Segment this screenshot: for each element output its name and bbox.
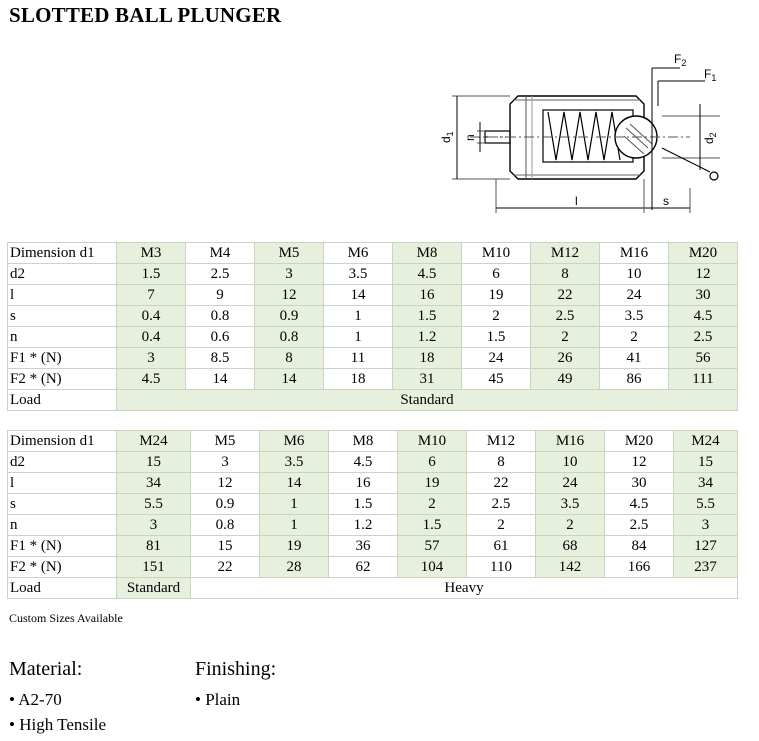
row-label: s xyxy=(8,306,117,327)
ball-plunger-diagram xyxy=(430,48,730,218)
table-cell: 2 xyxy=(467,515,536,536)
table-cell: 10 xyxy=(600,264,669,285)
table-cell: 142 xyxy=(536,557,605,578)
table-cell: 3 xyxy=(117,515,191,536)
table-cell: 24 xyxy=(462,348,531,369)
table-cell: 30 xyxy=(669,285,738,306)
table-cell: 5.5 xyxy=(117,494,191,515)
table-cell: 24 xyxy=(536,473,605,494)
row-label: F2 * (N) xyxy=(8,557,117,578)
table-row xyxy=(8,369,738,390)
table-cell: M12 xyxy=(531,243,600,264)
row-label: Dimension d1 xyxy=(8,243,117,264)
table-cell: 19 xyxy=(398,473,467,494)
table-cell: 41 xyxy=(600,348,669,369)
load-row xyxy=(8,578,738,599)
table-cell: 2 xyxy=(398,494,467,515)
table-cell: M5 xyxy=(191,431,260,452)
table-cell: 10 xyxy=(536,452,605,473)
table-cell: M10 xyxy=(398,431,467,452)
table-cell: 166 xyxy=(605,557,674,578)
table-cell: 0.8 xyxy=(191,515,260,536)
row-label: d2 xyxy=(8,452,117,473)
svg-text:d2: $d_2$ xyxy=(702,132,718,144)
table-cell: 34 xyxy=(117,473,191,494)
table-cell: 7 xyxy=(117,285,186,306)
table-cell: 127 xyxy=(674,536,738,557)
table-row xyxy=(8,264,738,285)
table-cell: M16 xyxy=(600,243,669,264)
material-item: • A2-70 xyxy=(9,690,62,709)
row-label: F2 * (N) xyxy=(8,369,117,390)
table-row xyxy=(8,306,738,327)
table-cell: M3 xyxy=(117,243,186,264)
table-cell: 3 xyxy=(674,515,738,536)
table-row xyxy=(8,348,738,369)
table-cell: 24 xyxy=(600,285,669,306)
table-cell: 151 xyxy=(117,557,191,578)
table-cell: 2.5 xyxy=(467,494,536,515)
table-cell: M6 xyxy=(260,431,329,452)
table-cell: 1 xyxy=(260,494,329,515)
table-cell: 16 xyxy=(393,285,462,306)
row-label: Load xyxy=(8,578,117,599)
table-cell: M8 xyxy=(329,431,398,452)
custom-sizes-note: Custom Sizes Available xyxy=(9,611,123,625)
table-cell: 1.5 xyxy=(393,306,462,327)
table-cell: M20 xyxy=(669,243,738,264)
f2-label: F xyxy=(674,52,682,66)
table-cell: 8 xyxy=(255,348,324,369)
load-row xyxy=(8,390,738,411)
table-cell: 1 xyxy=(324,327,393,348)
page-title: SLOTTED BALL PLUNGER xyxy=(9,3,282,27)
table-row xyxy=(8,494,738,515)
table-cell: 36 xyxy=(329,536,398,557)
table-cell: M12 xyxy=(467,431,536,452)
row-label: l xyxy=(8,473,117,494)
svg-text:d1: $d_1$ xyxy=(439,131,455,143)
finishing-section xyxy=(195,658,276,712)
table-cell: M24 xyxy=(674,431,738,452)
table-cell: 18 xyxy=(324,369,393,390)
material-item: • High Tensile xyxy=(9,715,106,734)
table-row xyxy=(8,452,738,473)
table-cell: 0.9 xyxy=(191,494,260,515)
table-cell: 84 xyxy=(605,536,674,557)
table-cell: 1.5 xyxy=(462,327,531,348)
table-cell: 61 xyxy=(467,536,536,557)
table-cell: 2.5 xyxy=(186,264,255,285)
table-cell: 14 xyxy=(260,473,329,494)
table-cell: 12 xyxy=(669,264,738,285)
table-cell: 57 xyxy=(398,536,467,557)
load-heavy-cell: Heavy xyxy=(191,578,738,599)
table-row xyxy=(8,515,738,536)
table-cell: 5.5 xyxy=(674,494,738,515)
table-cell: 0.6 xyxy=(186,327,255,348)
table-cell: M10 xyxy=(462,243,531,264)
table-cell: 68 xyxy=(536,536,605,557)
table-cell: 26 xyxy=(531,348,600,369)
table-cell: M8 xyxy=(393,243,462,264)
table-cell: 15 xyxy=(191,536,260,557)
table-cell: M24 xyxy=(117,431,191,452)
table-row xyxy=(8,536,738,557)
table-cell: 34 xyxy=(674,473,738,494)
row-label: n xyxy=(8,327,117,348)
table-cell: 49 xyxy=(531,369,600,390)
table-cell: 6 xyxy=(398,452,467,473)
table-cell: 237 xyxy=(674,557,738,578)
table-cell: 30 xyxy=(605,473,674,494)
table-cell: 0.9 xyxy=(255,306,324,327)
table-cell: 19 xyxy=(260,536,329,557)
table-cell: M16 xyxy=(536,431,605,452)
table-cell: M4 xyxy=(186,243,255,264)
table-cell: 6 xyxy=(462,264,531,285)
table-cell: 12 xyxy=(255,285,324,306)
material-section xyxy=(9,658,106,737)
spec-table-heavy xyxy=(7,430,738,599)
table-cell: 22 xyxy=(467,473,536,494)
row-label: d2 xyxy=(8,264,117,285)
table-cell: 14 xyxy=(324,285,393,306)
table-cell: M6 xyxy=(324,243,393,264)
table-header-row xyxy=(8,243,738,264)
table-cell: 31 xyxy=(393,369,462,390)
svg-text:F1: $F_1$ xyxy=(704,67,717,83)
table-cell: 3 xyxy=(117,348,186,369)
d1-label: d xyxy=(439,136,453,143)
table-cell: 2 xyxy=(531,327,600,348)
table-cell: 62 xyxy=(329,557,398,578)
table-cell: 14 xyxy=(255,369,324,390)
table-cell: 1 xyxy=(324,306,393,327)
table-cell: 86 xyxy=(600,369,669,390)
material-heading: Material: xyxy=(9,658,83,680)
table-row xyxy=(8,557,738,578)
row-label: Dimension d1 xyxy=(8,431,117,452)
table-cell: 4.5 xyxy=(605,494,674,515)
table-cell: 4.5 xyxy=(117,369,186,390)
table-cell: 15 xyxy=(117,452,191,473)
table-cell: 110 xyxy=(467,557,536,578)
table-cell: 0.8 xyxy=(186,306,255,327)
table-cell: 9 xyxy=(186,285,255,306)
table-cell: 22 xyxy=(191,557,260,578)
table-cell: 2.5 xyxy=(531,306,600,327)
table-cell: 3.5 xyxy=(600,306,669,327)
table-cell: 8 xyxy=(467,452,536,473)
load-standard-cell: Standard xyxy=(117,578,191,599)
table-cell: 2 xyxy=(462,306,531,327)
table-cell: 11 xyxy=(324,348,393,369)
table-cell: 12 xyxy=(191,473,260,494)
table-cell: 4.5 xyxy=(669,306,738,327)
table-cell: 2.5 xyxy=(669,327,738,348)
table-cell: 0.4 xyxy=(117,306,186,327)
table-cell: 3.5 xyxy=(324,264,393,285)
table-cell: 19 xyxy=(462,285,531,306)
table-cell: 12 xyxy=(605,452,674,473)
table-cell: 3.5 xyxy=(536,494,605,515)
table-cell: 111 xyxy=(669,369,738,390)
table-cell: 16 xyxy=(329,473,398,494)
table-cell: 1 xyxy=(260,515,329,536)
table-cell: 2.5 xyxy=(605,515,674,536)
table-cell: 4.5 xyxy=(393,264,462,285)
row-label: F1 * (N) xyxy=(8,348,117,369)
table-cell: 2 xyxy=(600,327,669,348)
svg-text:F2: $F_2$ xyxy=(674,52,687,68)
table-cell: 8 xyxy=(531,264,600,285)
table-cell: 22 xyxy=(531,285,600,306)
table-cell: 1.5 xyxy=(117,264,186,285)
row-label: Load xyxy=(8,390,117,411)
spec-table-standard xyxy=(7,242,738,411)
table-cell: 45 xyxy=(462,369,531,390)
table-cell: 56 xyxy=(669,348,738,369)
table-cell: 14 xyxy=(186,369,255,390)
table-row xyxy=(8,473,738,494)
row-label: l xyxy=(8,285,117,306)
load-standard-cell: Standard xyxy=(117,390,738,411)
table-header-row xyxy=(8,431,738,452)
table-cell: 0.8 xyxy=(255,327,324,348)
table-cell: 81 xyxy=(117,536,191,557)
table-cell: 1.2 xyxy=(329,515,398,536)
row-label: s xyxy=(8,494,117,515)
table-cell: 2 xyxy=(536,515,605,536)
d2-label: d xyxy=(702,137,716,144)
table-cell: 3 xyxy=(255,264,324,285)
table-cell: 104 xyxy=(398,557,467,578)
table-cell: 1.5 xyxy=(329,494,398,515)
table-cell: 3.5 xyxy=(260,452,329,473)
table-cell: 15 xyxy=(674,452,738,473)
table-cell: 28 xyxy=(260,557,329,578)
table-cell: 0.4 xyxy=(117,327,186,348)
table-cell: 1.2 xyxy=(393,327,462,348)
table-row xyxy=(8,327,738,348)
table-cell: 3 xyxy=(191,452,260,473)
table-cell: M20 xyxy=(605,431,674,452)
table-cell: 18 xyxy=(393,348,462,369)
f1-label: F xyxy=(704,67,712,81)
finishing-heading: Finishing: xyxy=(195,658,277,680)
finishing-item: • Plain xyxy=(195,690,241,709)
l-label: l xyxy=(575,194,578,208)
table-cell: 1.5 xyxy=(398,515,467,536)
row-label: F1 * (N) xyxy=(8,536,117,557)
table-cell: 8.5 xyxy=(186,348,255,369)
table-cell: 4.5 xyxy=(329,452,398,473)
table-cell: M5 xyxy=(255,243,324,264)
s-label: s xyxy=(663,194,669,208)
row-label: n xyxy=(8,515,117,536)
table-row xyxy=(8,285,738,306)
n-label: n xyxy=(463,134,477,141)
